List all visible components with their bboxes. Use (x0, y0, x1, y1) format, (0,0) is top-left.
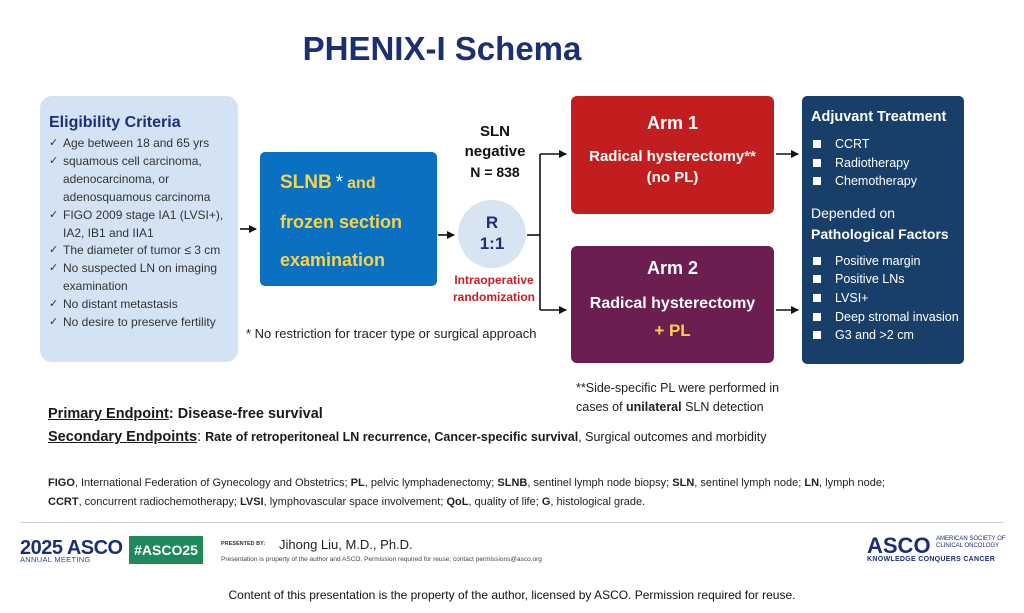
eligibility-list (49, 135, 238, 332)
abbreviation-term: CCRT (48, 496, 79, 508)
footer-copyright: Content of this presentation is the property of the author, licensed by ASCO. Permission required for reuse. (228, 588, 796, 602)
meeting-year: 2025 (20, 537, 63, 559)
sln-negative-line1: SLN (480, 123, 510, 140)
sln-negative-line2: negative (464, 143, 526, 160)
adjuvant-box (802, 96, 964, 364)
eligibility-item-line: No distant metastasis (63, 297, 178, 312)
asco-right-logo: ASCO (867, 533, 931, 558)
square-bullet-icon (813, 257, 821, 265)
property-note: Presentation is property of the author and ASCO. Permission required for reuse; contact permissions@asco.org (221, 556, 542, 563)
eligibility-item-line: examination (63, 279, 128, 294)
eligibility-item-line: No desire to preserve fertility (63, 315, 216, 330)
abbreviation-term: LVSI (239, 496, 264, 508)
eligibility-item-line: The diameter of tumor ≤ 3 cm (63, 243, 221, 258)
pathological-factor-item (811, 270, 964, 289)
side-note-post: SLN detection (681, 400, 764, 414)
adjuvant-treatment-item (811, 135, 964, 154)
secondary-endpoints-sep: : (197, 429, 206, 445)
arm2-line1: Radical hysterectomy (589, 295, 756, 312)
side-note-line1: **Side-specific PL were performed in (576, 381, 780, 395)
randomization-circle (458, 200, 526, 268)
eligibility-box (40, 96, 238, 362)
presented-by-label: PRESENTED BY: (221, 541, 266, 547)
adjuvant-treatment-item-label: Radiotherapy (835, 155, 910, 170)
page-title: PHENIX-I Schema (302, 30, 582, 67)
slnb-box (260, 152, 437, 286)
abbreviation-term: QoL (446, 496, 469, 508)
abbreviations (48, 474, 948, 512)
arm1-box (571, 96, 774, 214)
square-bullet-icon (813, 177, 821, 185)
hashtag-badge: #ASCO25 (129, 536, 203, 564)
presenter-name: Jihong Liu, M.D., Ph.D. (279, 537, 413, 552)
adjuvant-depended: Depended on (811, 204, 896, 221)
eligibility-item-line: adenosquamous carcinoma (63, 189, 211, 204)
pathological-factor-item (811, 326, 964, 345)
annual-meeting-text: ANNUAL MEETING (20, 555, 91, 564)
abbreviation-definition: , quality of life; (468, 496, 542, 508)
eligibility-item (49, 260, 238, 296)
checkmark-icon: ✓ (49, 244, 59, 257)
pathological-factor-item (811, 289, 964, 308)
eligibility-item (49, 242, 238, 260)
adjuvant-treatment-item (811, 154, 964, 173)
pathological-factor-item-label: LVSI+ (835, 290, 869, 305)
eligibility-item-line: squamous cell carcinoma, (63, 153, 202, 168)
eligibility-item (49, 314, 238, 332)
asco-logo-text: ASCO (66, 537, 123, 559)
primary-endpoint (48, 406, 323, 422)
eligibility-item (49, 153, 238, 207)
side-note-pre: cases of (576, 400, 627, 414)
randomization-label (442, 272, 546, 306)
eligibility-item-line: FIGO 2009 stage IA1 (LVSI+), (63, 207, 224, 222)
square-bullet-icon (813, 275, 821, 283)
slnb-and: and (347, 175, 376, 192)
footer-divider (20, 522, 1004, 523)
arm1-line1: Radical hysterectomy** (589, 148, 756, 165)
side-note-bold: unilateral (626, 400, 682, 414)
eligibility-item-line: adenocarcinoma, or (63, 171, 170, 186)
pathological-factor-item-label: Deep stromal invasion (835, 309, 959, 324)
abbreviation-definition: , pelvic lymphadenectomy; (364, 477, 498, 489)
eligibility-item (49, 296, 238, 314)
abbreviation-definition: , sentinel lymph node biopsy; (527, 477, 673, 489)
abbreviation-term: FIGO (48, 477, 75, 489)
abbreviation-definition: , lymph node; (819, 477, 886, 489)
abbreviation-term: G (541, 496, 551, 508)
arm2-line2: + PL (654, 321, 691, 340)
randomization-ratio: 1:1 (479, 234, 505, 253)
abbreviation-term: LN (804, 477, 820, 489)
eligibility-item-line: Age between 18 and 65 yrs (63, 136, 210, 150)
arm2-box (571, 246, 774, 363)
arm1-line2: (no PL) (646, 169, 699, 186)
randomization-letter: R (485, 213, 499, 232)
pathological-factor-item-label: G3 and >2 cm (835, 328, 914, 343)
no-restriction-note: * No restriction for tracer type or surgical approach (246, 326, 537, 341)
slnb-star: * (335, 172, 344, 193)
asco-society-name: AMERICAN SOCIETY OF CLINICAL ONCOLOGY (936, 536, 1006, 549)
square-bullet-icon (813, 159, 821, 167)
checkmark-icon: ✓ (49, 137, 59, 149)
abbreviation-definition: , lymphovascular space involvement; (263, 496, 447, 508)
abbreviation-definition: , sentinel lymph node; (694, 477, 805, 489)
abbreviation-term: SLN (672, 477, 695, 489)
adjuvant-factors-list (811, 252, 964, 345)
pathological-factor-item-label: Positive margin (835, 253, 921, 268)
slnb-label: SLNB (280, 172, 332, 193)
eligibility-item-line: No suspected LN on imaging (63, 261, 218, 276)
adjuvant-treatment-item-label: Chemotherapy (835, 174, 917, 189)
checkmark-icon: ✓ (49, 262, 59, 275)
abbreviation-definition: , concurrent radiochemotherapy; (78, 496, 240, 508)
adjuvant-title: Adjuvant Treatment (811, 109, 947, 125)
abbreviation-term: PL (350, 477, 365, 489)
eligibility-item (49, 135, 238, 153)
eligibility-item-line: IA2, IB1 and IIA1 (63, 225, 154, 240)
square-bullet-icon (813, 313, 821, 321)
secondary-endpoints-label: Secondary Endpoints (48, 429, 198, 445)
side-specific-note (576, 379, 779, 417)
primary-endpoint-value: Disease-free survival (177, 406, 323, 422)
arm1-title: Arm 1 (646, 113, 699, 133)
side-note-line2 (576, 398, 779, 417)
randomization-label-line1: Intraoperative (454, 273, 534, 287)
pathological-factor-item-label: Positive LNs (835, 272, 905, 287)
adjuvant-treatment-list (811, 135, 964, 191)
square-bullet-icon (813, 294, 821, 302)
secondary-endpoints-bold: Rate of retroperitoneal LN recurrence, Cancer-specific survival (205, 430, 579, 444)
asco-tagline: KNOWLEDGE CONQUERS CANCER (867, 556, 996, 563)
pathological-factor-item (811, 252, 964, 271)
abbreviation-definition: , histological grade. (550, 496, 646, 508)
adjuvant-treatment-item (811, 172, 964, 191)
checkmark-icon: ✓ (49, 298, 59, 311)
secondary-endpoints (48, 429, 766, 445)
checkmark-icon: ✓ (49, 208, 59, 221)
eligibility-item (49, 207, 238, 243)
randomization-label-line2: randomization (452, 290, 535, 304)
sln-negative-label (452, 122, 538, 182)
primary-endpoint-sep: : (168, 406, 178, 422)
pathological-factor-item (811, 308, 964, 327)
slnb-line3: examination (280, 250, 386, 270)
adjuvant-treatment-item-label: CCRT (835, 137, 870, 151)
arm2-title: Arm 2 (646, 258, 699, 278)
eligibility-title: Eligibility Criteria (49, 114, 181, 131)
sln-negative-count: N = 838 (470, 164, 520, 180)
primary-endpoint-label: Primary Endpoint (48, 406, 169, 422)
secondary-endpoints-normal: , Surgical outcomes and morbidity (578, 430, 767, 444)
checkmark-icon: ✓ (49, 154, 59, 167)
adjuvant-factors-title: Pathological Factors (811, 225, 949, 242)
abbreviation-definition: , International Federation of Gynecology and Obstetrics; (74, 477, 351, 489)
checkmark-icon: ✓ (49, 316, 59, 329)
abbreviation-term: SLNB (497, 477, 528, 489)
square-bullet-icon (813, 331, 821, 339)
square-bullet-icon (813, 140, 821, 148)
slnb-line2: frozen section (280, 212, 403, 232)
